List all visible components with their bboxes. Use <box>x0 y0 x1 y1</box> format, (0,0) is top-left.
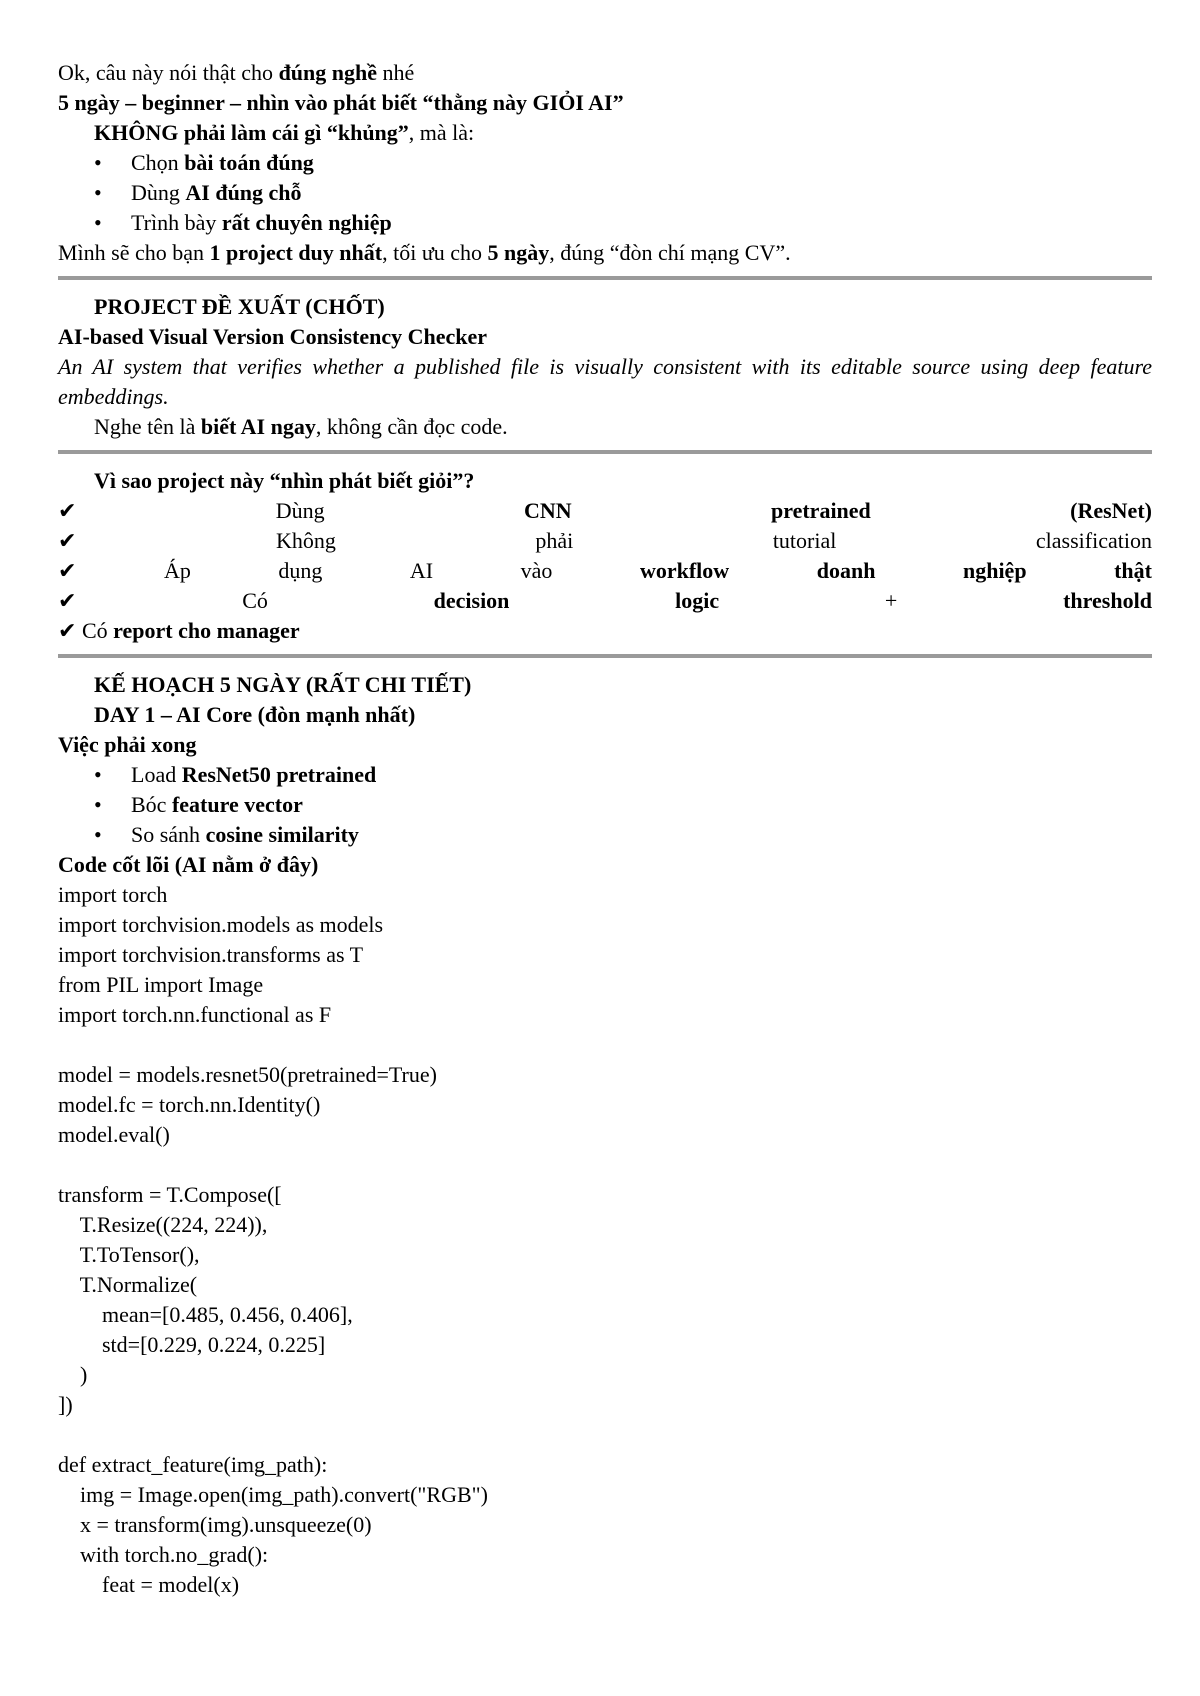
bullet-icon: • <box>94 792 102 817</box>
code-line <box>58 1150 1152 1180</box>
code-line: T.Normalize( <box>58 1272 198 1297</box>
list-item: • Chọn bài toán đúng <box>58 148 1152 178</box>
code-line: import torchvision.transforms as T <box>58 942 364 967</box>
day1-heading: DAY 1 – AI Core (đòn mạnh nhất) <box>94 702 416 727</box>
check-icon: ✔ <box>58 618 77 643</box>
code-line: std=[0.229, 0.224, 0.225] <box>58 1332 326 1357</box>
bullet-icon: • <box>94 180 102 205</box>
horizontal-rule <box>58 276 1152 280</box>
list-item: • Load ResNet50 pretrained <box>58 760 1152 790</box>
code-line: T.ToTensor(), <box>58 1242 200 1267</box>
check-icon: ✔ <box>58 588 77 613</box>
code-line: ]) <box>58 1392 73 1417</box>
bullet-icon: • <box>94 762 102 787</box>
code-line <box>58 1420 1152 1450</box>
code-line: ) <box>58 1362 88 1387</box>
horizontal-rule <box>58 654 1152 658</box>
intro-line-1: Ok, câu này nói thật cho đúng nghề nhé <box>58 60 415 85</box>
code-line: import torchvision.models as models <box>58 912 384 937</box>
code-line: x = transform(img).unsqueeze(0) <box>58 1512 372 1537</box>
code-line: img = Image.open(img_path).convert("RGB") <box>58 1482 488 1507</box>
check-icon: ✔ <box>58 558 77 583</box>
code-line: model.fc = torch.nn.Identity() <box>58 1092 321 1117</box>
code-line: import torch <box>58 882 168 907</box>
check-icon: ✔ <box>58 498 77 523</box>
why-row-1: ✔ Dùng CNN pretrained (ResNet) <box>58 496 1152 526</box>
project-note: Nghe tên là biết AI ngay, không cần đọc code. <box>94 414 508 439</box>
list-item: • Dùng AI đúng chỗ <box>58 178 1152 208</box>
bullet-icon: • <box>94 210 102 235</box>
code-line: model = models.resnet50(pretrained=True) <box>58 1062 437 1087</box>
code-line: with torch.no_grad(): <box>58 1542 269 1567</box>
why-row-3: ✔ Áp dụng AI vào workflow doanh nghiệp thật <box>58 556 1152 586</box>
todo-title: Việc phải xong <box>58 732 197 757</box>
document-page <box>58 58 1152 1600</box>
code-line: feat = model(x) <box>58 1572 240 1597</box>
horizontal-rule <box>58 450 1152 454</box>
code-block <box>58 880 1152 1600</box>
why-heading: Vì sao project này “nhìn phát biết giỏi”? <box>94 468 475 493</box>
why-row-4: ✔ Có decision logic + threshold <box>58 586 1152 616</box>
code-line <box>58 1030 1152 1060</box>
plan-heading: KẾ HOẠCH 5 NGÀY (RẤT CHI TIẾT) <box>94 672 472 697</box>
check-icon: ✔ <box>58 528 77 553</box>
code-line: import torch.nn.functional as F <box>58 1002 332 1027</box>
list-item: • Bóc feature vector <box>58 790 1152 820</box>
intro-line-3: KHÔNG phải làm cái gì “khủng”, mà là: <box>94 120 475 145</box>
list-item: • Trình bày rất chuyên nghiệp <box>58 208 1152 238</box>
project-heading: PROJECT ĐỀ XUẤT (CHỐT) <box>94 294 385 319</box>
intro-line-2: 5 ngày – beginner – nhìn vào phát biết “thằng này GIỎI AI” <box>58 90 624 115</box>
intro-line-4: Mình sẽ cho bạn 1 project duy nhất, tối ưu cho 5 ngày, đúng “đòn chí mạng CV”. <box>58 240 791 265</box>
why-row-2: ✔ Không phải tutorial classification <box>58 526 1152 556</box>
code-line: mean=[0.485, 0.456, 0.406], <box>58 1302 353 1327</box>
code-line: model.eval() <box>58 1122 170 1147</box>
list-item: • So sánh cosine similarity <box>58 820 1152 850</box>
bullet-icon: • <box>94 150 102 175</box>
code-line: from PIL import Image <box>58 972 264 997</box>
code-line: transform = T.Compose([ <box>58 1182 282 1207</box>
code-line: T.Resize((224, 224)), <box>58 1212 268 1237</box>
why-row-5: ✔ Có report cho manager <box>58 618 300 643</box>
code-title: Code cốt lõi (AI nằm ở đây) <box>58 852 319 877</box>
bullet-icon: • <box>94 822 102 847</box>
project-description: An AI system that verifies whether a published file is visually consistent with its editable source using deep feature embeddings. <box>58 354 1152 409</box>
code-line: def extract_feature(img_path): <box>58 1452 328 1477</box>
project-name: AI-based Visual Version Consistency Checker <box>58 324 488 349</box>
